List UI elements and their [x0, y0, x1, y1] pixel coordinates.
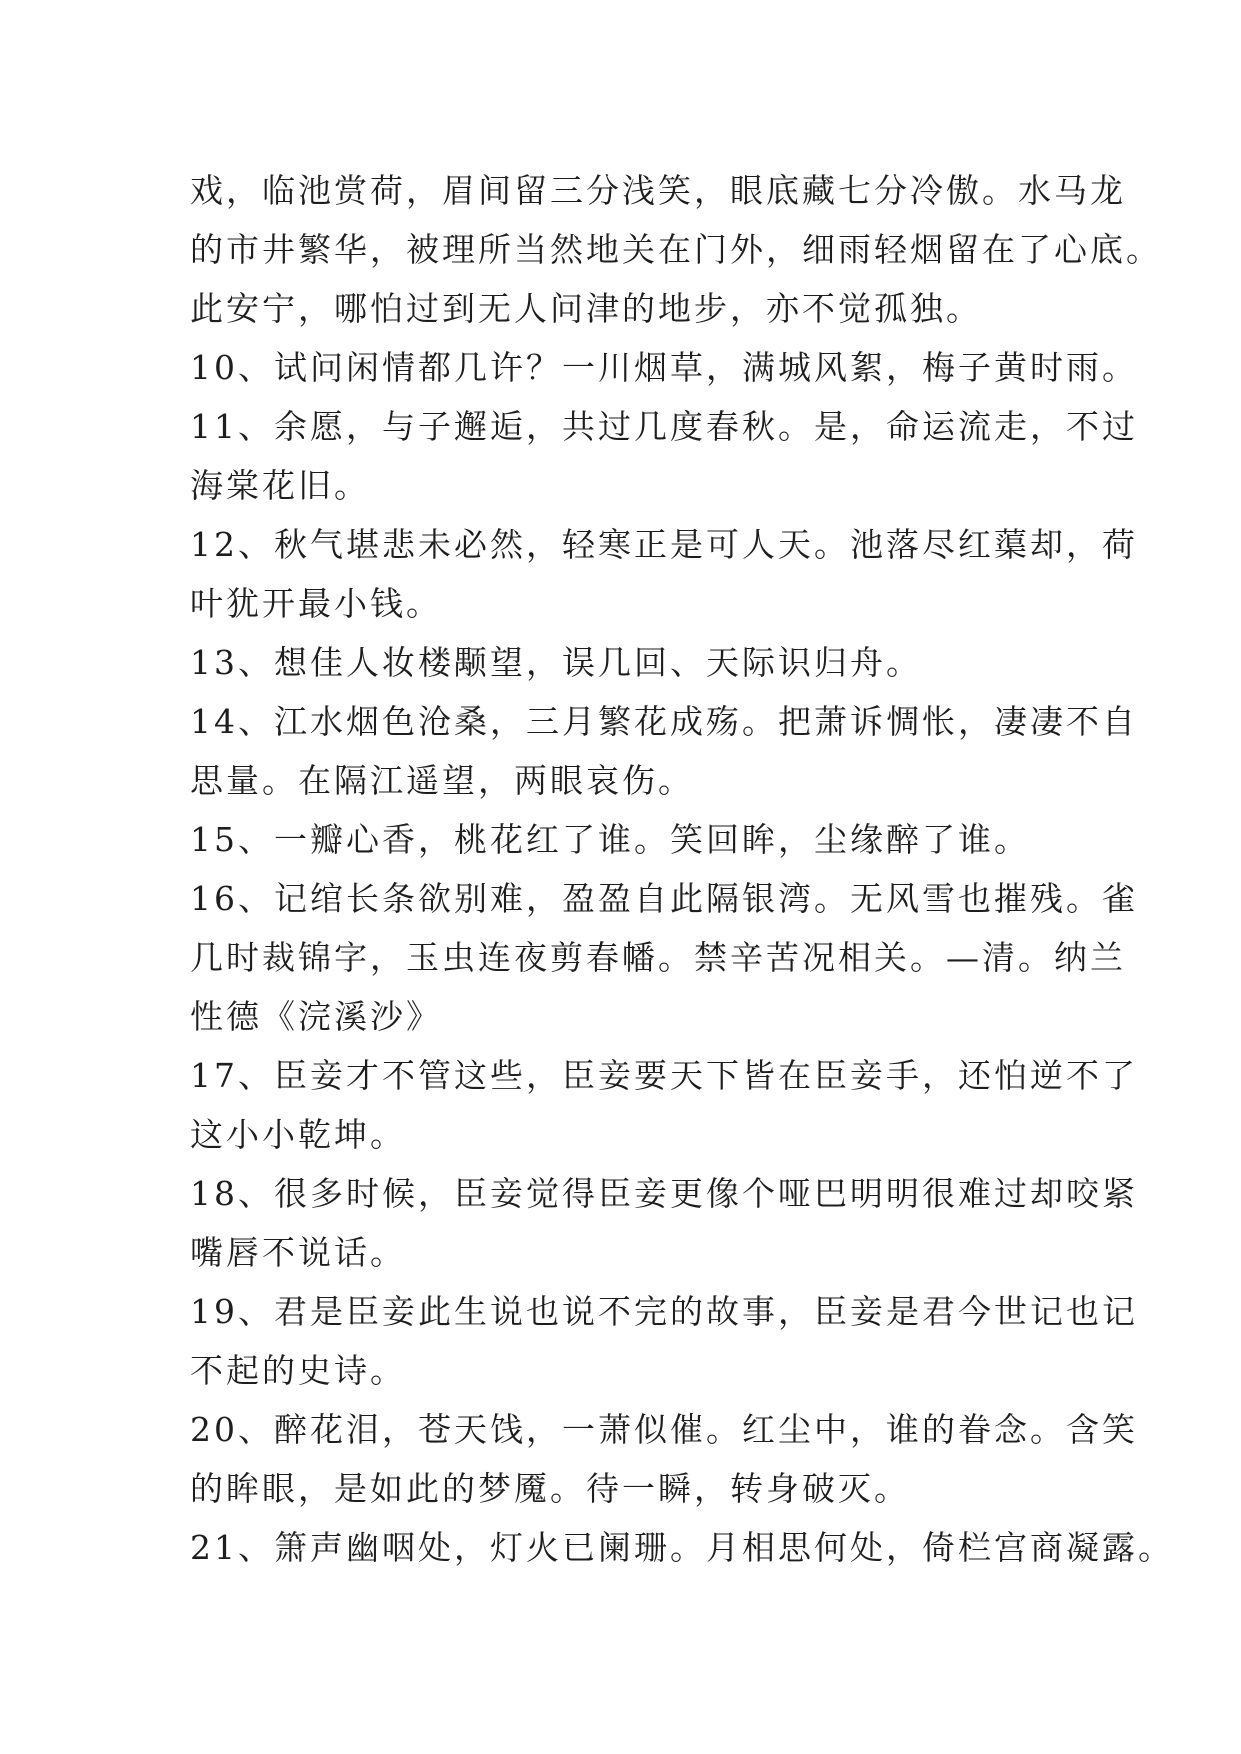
text-line: 16、记绾长条欲别难，盈盈自此隔银湾。无风雪也摧残。雀 — [190, 879, 1138, 918]
text-line: 17、臣妾才不管这些，臣妾要天下皆在臣妾手，还怕逆不了 — [190, 1056, 1138, 1095]
text-line: 19、君是臣妾此生说也说不完的故事，臣妾是君今世记也记 — [190, 1292, 1138, 1331]
text-line: 性德《浣溪沙》 — [190, 997, 442, 1036]
document-body — [190, 161, 1174, 1577]
text-line: 此安宁，哪怕过到无人问津的地步，亦不觉孤独。 — [190, 289, 982, 328]
text-line: 叶犹开最小钱。 — [190, 584, 442, 623]
text-line: 18、很多时候，臣妾觉得臣妾更像个哑巴明明很难过却咬紧 — [190, 1174, 1138, 1213]
text-line: 15、一瓣心香，桃花红了谁。笑回眸，尘缘醉了谁。 — [190, 820, 1030, 859]
text-line: 不起的史诗。 — [190, 1351, 406, 1390]
text-line: 12、秋气堪悲未必然，轻寒正是可人天。池落尽红蕖却，荷 — [190, 525, 1138, 564]
text-line: 13、想佳人妆楼颙望，误几回、天际识归舟。 — [190, 643, 922, 682]
text-line: 海棠花旧。 — [190, 466, 370, 505]
text-line: 思量。在隔江遥望，两眼哀伤。 — [190, 761, 694, 800]
text-line: 21、箫声幽咽处，灯火已阑珊。月相思何处，倚栏宫商凝露。 — [190, 1528, 1174, 1567]
text-line: 嘴唇不说话。 — [190, 1233, 406, 1272]
text-line: 戏，临池赏荷，眉间留三分浅笑，眼底藏七分冷傲。水马龙 — [190, 171, 1126, 210]
text-line: 的市井繁华，被理所当然地关在门外，细雨轻烟留在了心底。 — [190, 230, 1162, 269]
text-line: 14、江水烟色沧桑，三月繁花成殇。把萧诉惆怅，凄凄不自 — [190, 702, 1138, 741]
text-line: 11、余愿，与子邂逅，共过几度春秋。是，命运流走，不过 — [190, 407, 1138, 446]
text-line: 10、试问闲情都几许？一川烟草，满城风絮，梅子黄时雨。 — [190, 348, 1138, 387]
text-line: 的眸眼，是如此的梦魇。待一瞬，转身破灭。 — [190, 1469, 910, 1508]
text-line: 几时裁锦字，玉虫连夜剪春幡。禁辛苦况相关。—清。纳兰 — [190, 938, 1126, 977]
text-line: 这小小乾坤。 — [190, 1115, 406, 1154]
text-line: 20、醉花泪，苍天饯，一萧似催。红尘中，谁的眷念。含笑 — [190, 1410, 1138, 1449]
